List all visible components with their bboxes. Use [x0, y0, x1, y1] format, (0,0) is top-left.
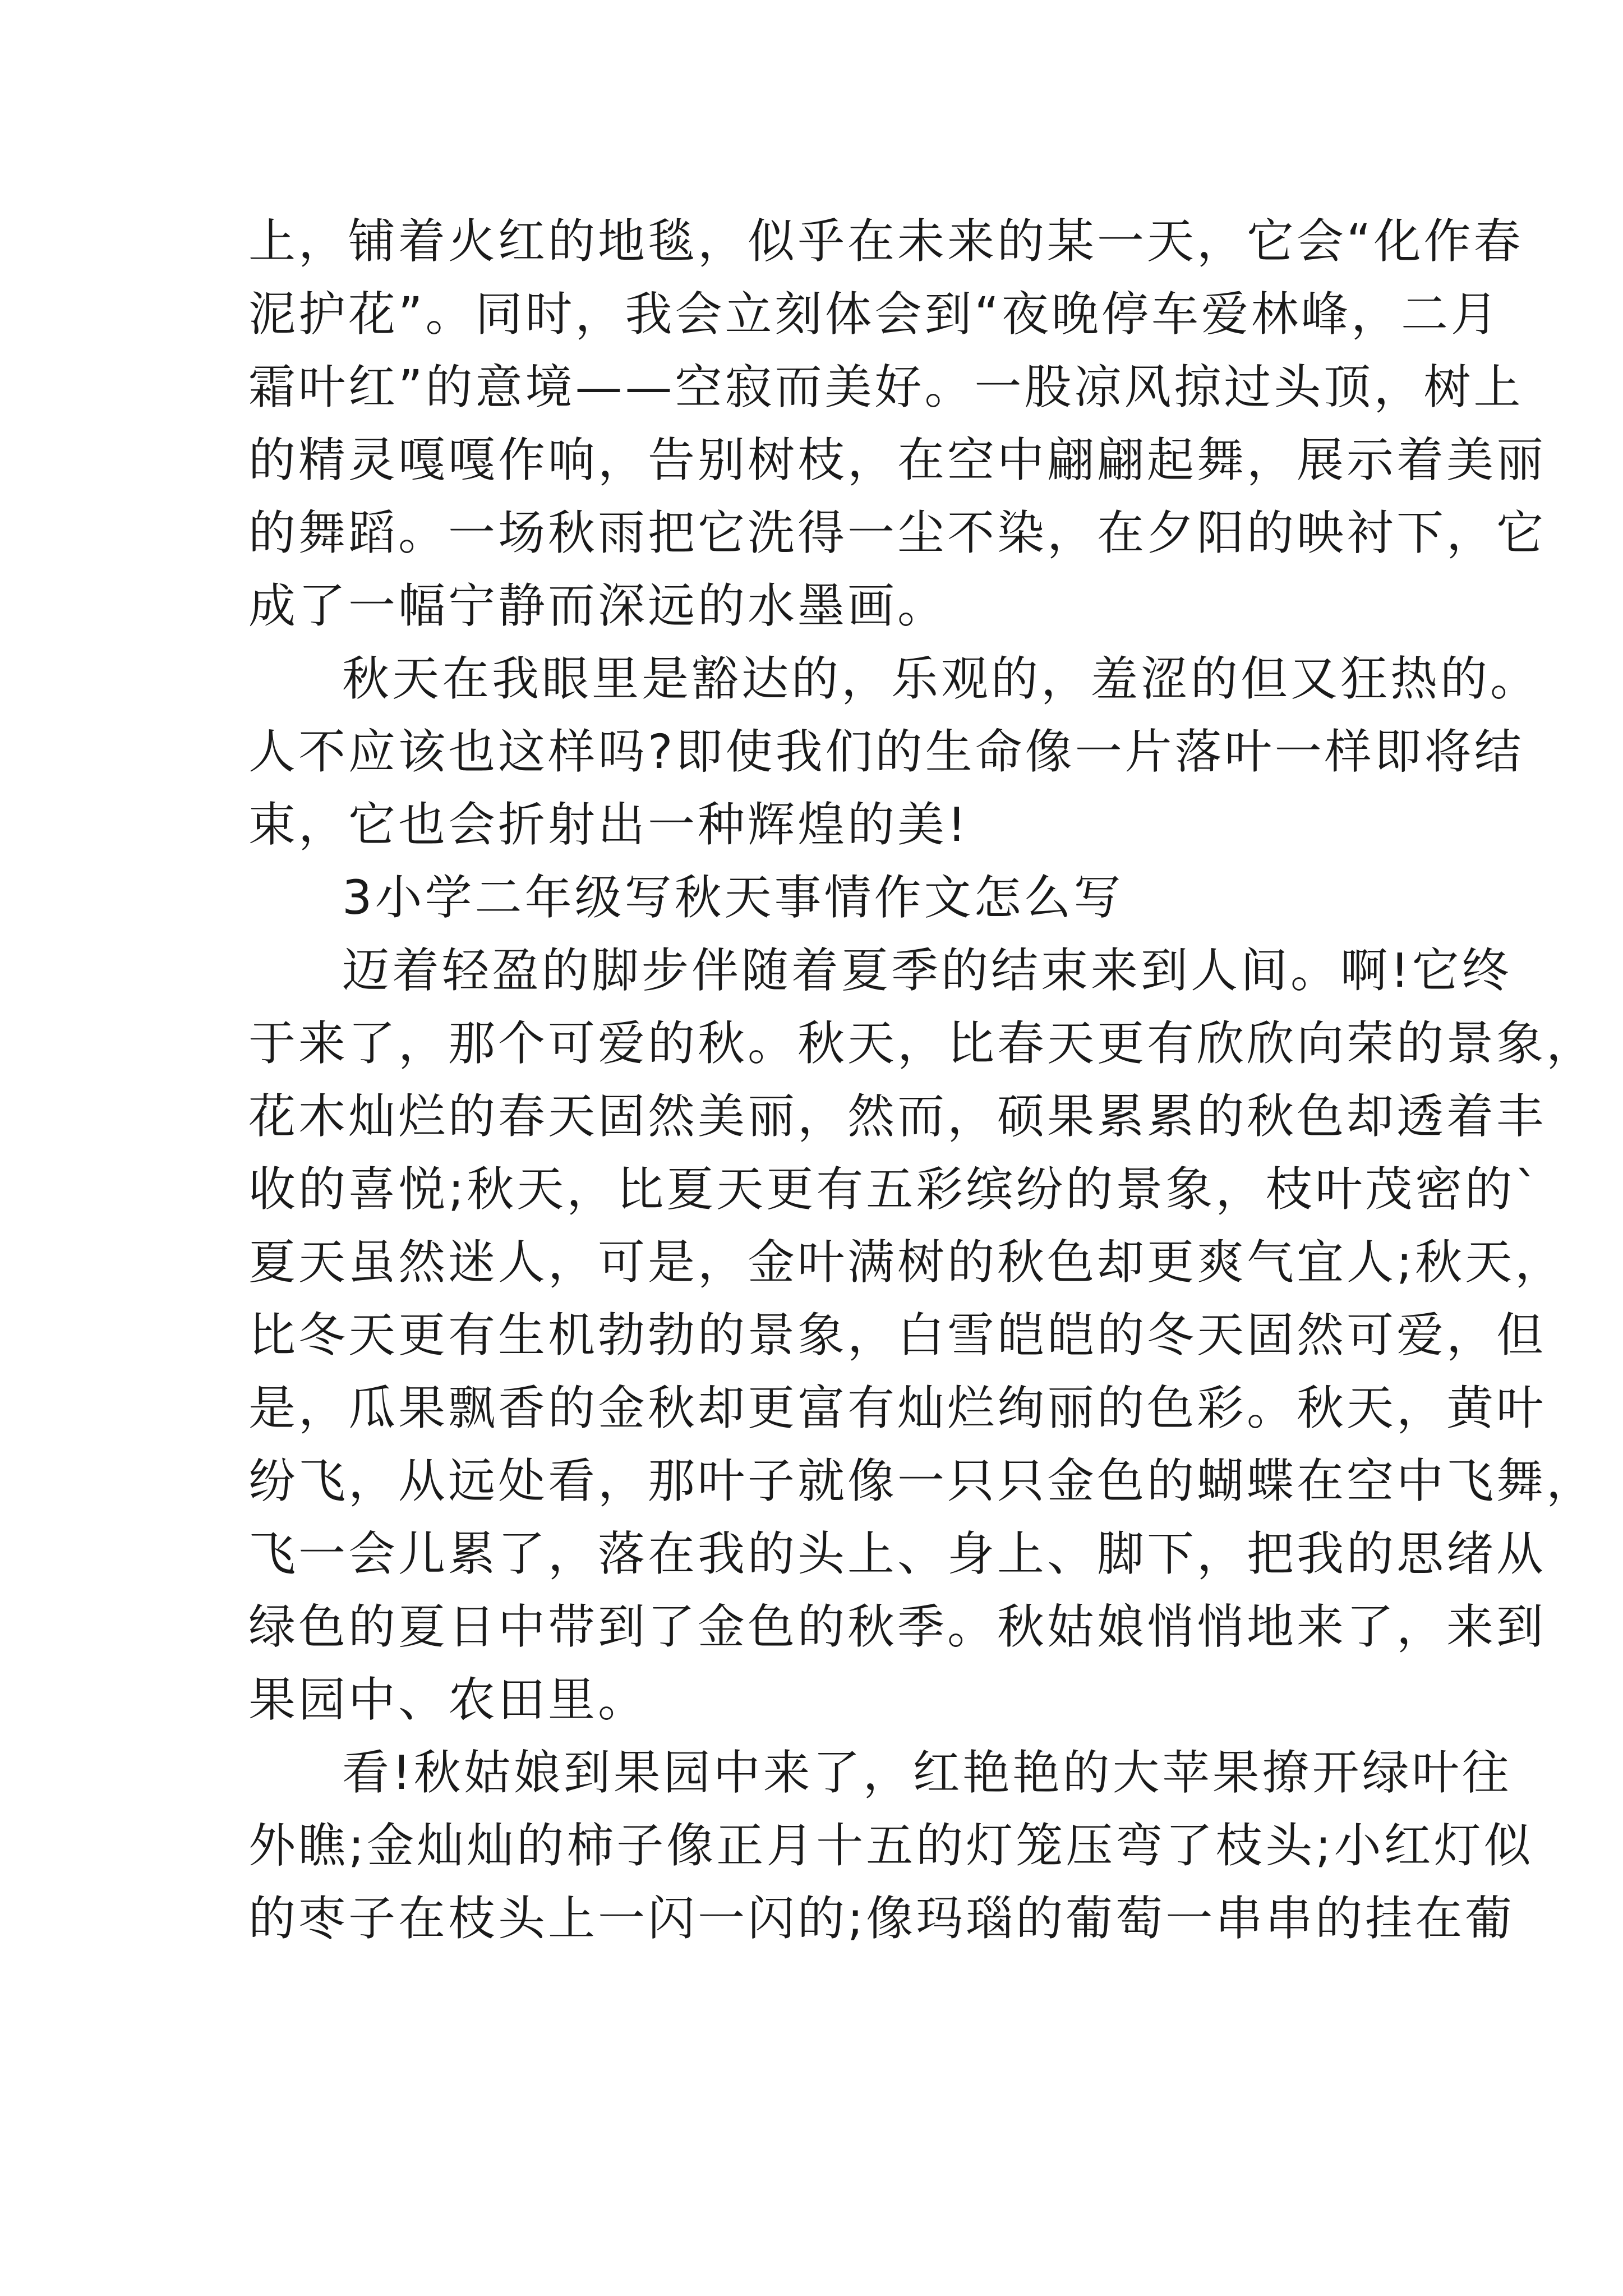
text-line: 人不应该也这样吗?即使我们的生命像一片落叶一样即将结 [248, 724, 1524, 779]
text-line: 的舞蹈。一场秋雨把它洗得一尘不染，在夕阳的映衬下，它 [248, 505, 1547, 560]
text-line: 泥护花”。同时，我会立刻体会到“夜晚停车爱林峰，二月 [248, 287, 1501, 342]
text-line: 于来了，那个可爱的秋。秋天，比春天更有欣欣向荣的景象， [248, 1016, 1597, 1071]
text-line: 秋天在我眼里是豁达的，乐观的，羞涩的但又狂热的。 [342, 651, 1541, 706]
text-line: 的枣子在枝头上一闪一闪的;像玛瑙的葡萄一串串的挂在葡 [248, 1891, 1515, 1946]
text-line: 看!秋姑娘到果园中来了，红艳艳的大苹果撩开绿叶往 [342, 1745, 1512, 1800]
text-line: 霜叶红”的意境——空寂而美好。一股凉风掠过头顶，树上 [248, 360, 1524, 415]
text-line: 飞一会儿累了，落在我的头上、身上、脚下，把我的思绪从 [248, 1526, 1547, 1581]
text-line: 夏天虽然迷人，可是，金叶满树的秋色却更爽气宜人;秋天， [248, 1235, 1565, 1290]
text-line: 成了一幅宁静而深远的水墨画。 [248, 578, 948, 633]
text-line: 上，铺着火红的地毯，似乎在未来的某一天，它会“化作春 [248, 214, 1524, 269]
text-line: 收的喜悦;秋天，比夏天更有五彩缤纷的景象，枝叶茂密的` [248, 1162, 1542, 1217]
text-line: 果园中、农田里。 [248, 1672, 648, 1727]
text-line: 迈着轻盈的脚步伴随着夏季的结束来到人间。啊!它终 [342, 943, 1512, 998]
text-line: 的精灵嘎嘎作响，告别树枝，在空中翩翩起舞，展示着美丽 [248, 432, 1547, 487]
text-line: 外瞧;金灿灿的柿子像正月十五的灯笼压弯了枝头;小红灯似 [248, 1818, 1534, 1873]
text-line: 是，瓜果飘香的金秋却更富有灿烂绚丽的色彩。秋天，黄叶 [248, 1381, 1547, 1435]
text-line: 绿色的夏日中带到了金色的秋季。秋姑娘悄悄地来了，来到 [248, 1599, 1547, 1654]
text-line: 纷飞，从远处看，那叶子就像一只只金色的蝴蝶在空中飞舞， [248, 1453, 1597, 1508]
text-line: 花木灿烂的春天固然美丽，然而，硕果累累的秋色却透着丰 [248, 1089, 1547, 1144]
text-line: 束，它也会折射出一种辉煌的美! [248, 797, 969, 852]
section-heading: 3小学二年级写秋天事情作文怎么写 [342, 870, 1124, 925]
text-line: 比冬天更有生机勃勃的景象，白雪皑皑的冬天固然可爱，但 [248, 1308, 1547, 1363]
